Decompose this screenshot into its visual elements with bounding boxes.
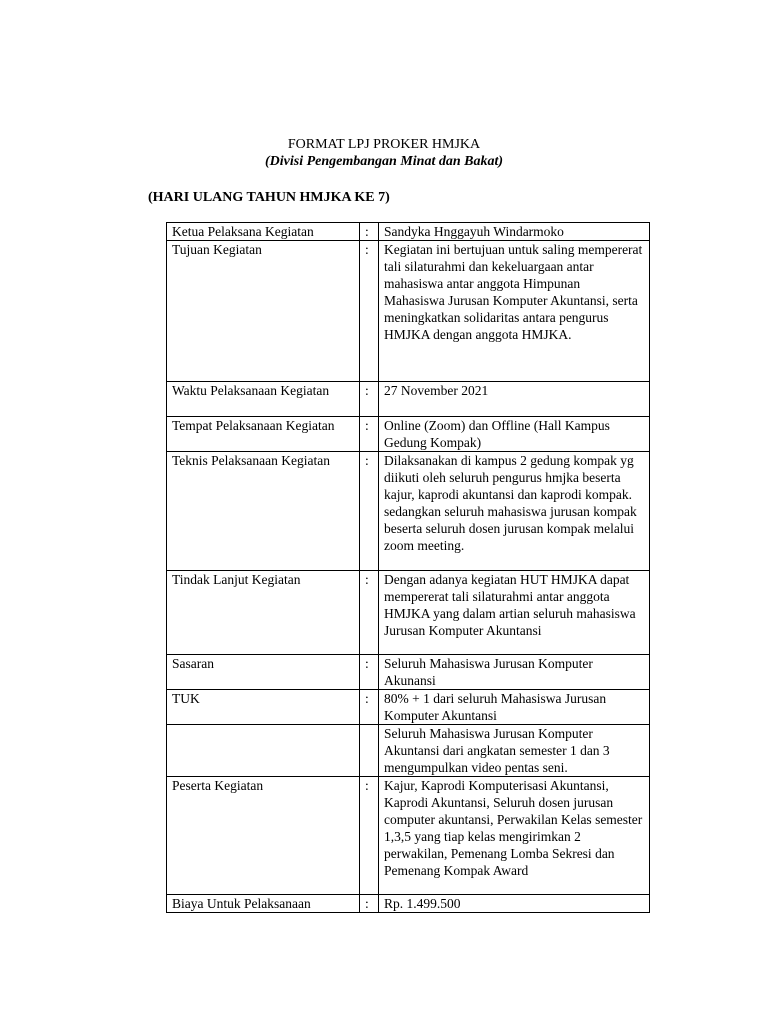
row-colon: : (360, 777, 379, 895)
table-row (167, 452, 650, 571)
row-value: Sandyka Hnggayuh Windarmoko (379, 223, 650, 241)
row-value: Seluruh Mahasiswa Jurusan Komputer Akunansi (379, 655, 650, 690)
event-heading: (HARI ULANG TAHUN HMJKA KE 7) (148, 190, 390, 205)
table-row (167, 417, 650, 452)
table-row (167, 895, 650, 913)
row-value: Dengan adanya kegiatan HUT HMJKA dapat mempererat tali silaturahmi antar anggota HMJKA yang dalam artian seluruh mahasiswa Jurusan Komputer Akuntansi (379, 571, 650, 655)
row-label: Biaya Untuk Pelaksanaan (167, 895, 360, 913)
table-row (167, 241, 650, 382)
table-row (167, 777, 650, 895)
row-colon: : (360, 241, 379, 382)
row-value: Seluruh Mahasiswa Jurusan Komputer Akuntansi dari angkatan semester 1 dan 3 mengumpulkan video pentas seni. (379, 725, 650, 777)
division-subtitle: (Divisi Pengembangan Minat dan Bakat) (264, 154, 504, 169)
row-colon: : (360, 382, 379, 417)
row-value: Kajur, Kaprodi Komputerisasi Akuntansi, Kaprodi Akuntansi, Seluruh dosen jurusan computer akuntansi, Perwakilan Kelas semester 1,3,5 yang tiap kelas mengirimkan 2 perwakilan, Pemenang Lomba Sekresi dan Pemenang Kompak Award (379, 777, 650, 895)
row-value: 27 November 2021 (379, 382, 650, 417)
row-label: Tempat Pelaksanaan Kegiatan (167, 417, 360, 452)
row-colon: : (360, 223, 379, 241)
row-value: 80% + 1 dari seluruh Mahasiswa Jurusan Komputer Akuntansi (379, 690, 650, 725)
row-value: Online (Zoom) dan Offline (Hall Kampus Gedung Kompak) (379, 417, 650, 452)
row-label: Peserta Kegiatan (167, 777, 360, 895)
row-colon: : (360, 690, 379, 725)
row-label: Tindak Lanjut Kegiatan (167, 571, 360, 655)
row-label: Sasaran (167, 655, 360, 690)
table-row (167, 725, 650, 777)
row-label: Tujuan Kegiatan (167, 241, 360, 382)
row-colon: : (360, 417, 379, 452)
row-value: Kegiatan ini bertujuan untuk saling mempererat tali silaturahmi dan kekeluargaan antar mahasiswa antar anggota Himpunan Mahasiswa Jurusan Komputer Akuntansi, serta meningkatkan solidaritas antara pengurus HMJKA dengan anggota HMJKA. (379, 241, 650, 382)
table-row (167, 571, 650, 655)
row-colon: : (360, 571, 379, 655)
table-row (167, 382, 650, 417)
table-row (167, 655, 650, 690)
row-colon: : (360, 655, 379, 690)
document-title: FORMAT LPJ PROKER HMJKA (287, 137, 481, 152)
table-row (167, 690, 650, 725)
row-label: Waktu Pelaksanaan Kegiatan (167, 382, 360, 417)
lpj-table (166, 222, 650, 913)
row-value: Rp. 1.499.500 (379, 895, 650, 913)
row-label: Ketua Pelaksana Kegiatan (167, 223, 360, 241)
row-value: Dilaksanakan di kampus 2 gedung kompak yg diikuti oleh seluruh pengurus hmjka beserta kajur, kaprodi akuntansi dan kaprodi kompak. sedangkan seluruh mahasiswa jurusan kompak beserta seluruh dosen jurusan kompak melalui zoom meeting. (379, 452, 650, 571)
row-label (167, 725, 360, 777)
row-colon: : (360, 452, 379, 571)
table-row (167, 223, 650, 241)
row-colon: : (360, 895, 379, 913)
row-label: TUK (167, 690, 360, 725)
row-colon (360, 725, 379, 777)
row-label: Teknis Pelaksanaan Kegiatan (167, 452, 360, 571)
